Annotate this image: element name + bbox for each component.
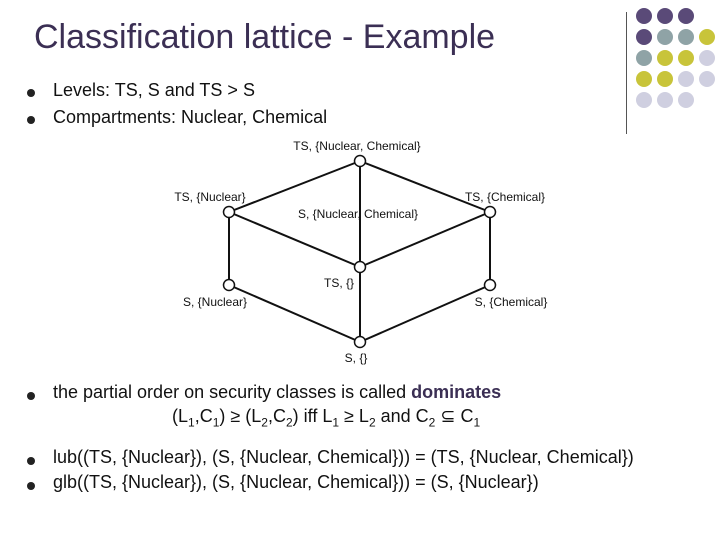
- lattice-node-label: TS, {Nuclear, Chemical}: [293, 139, 421, 153]
- lattice-node: [485, 280, 496, 291]
- dominates-text: [53, 382, 501, 403]
- lattice-node-label: TS, {Chemical}: [464, 190, 546, 204]
- dominates-keyword: dominates: [411, 382, 502, 402]
- bullet-dot: [27, 392, 35, 400]
- lattice-node-label: S, {Nuclear, Chemical}: [297, 207, 419, 221]
- lattice-node: [355, 262, 366, 273]
- lub-text: lub((TS, {Nuclear}), (S, {Nuclear, Chemical})) = (TS, {Nuclear, Chemical}): [53, 447, 634, 467]
- dominates-formula: $(L_1,C_1) \ge (L_2,C_2)$ iff $L_1 \ge L_2$ and $C_2$ ⊆ $C_1$: [172, 406, 481, 430]
- lattice-node-label: S, {Nuclear}: [182, 295, 248, 309]
- dominates-prefix: the partial order on security classes is called: [53, 382, 412, 402]
- lattice-node-label: S, {Chemical}: [474, 295, 548, 309]
- lattice-edge: [360, 161, 490, 212]
- lattice-node: [485, 207, 496, 218]
- bullet-dot: [27, 457, 35, 465]
- lattice-node: [224, 207, 235, 218]
- page-title: Classification lattice - Example: [34, 18, 496, 56]
- lattice-edge: [360, 285, 490, 342]
- lattice-node-label: TS, {}: [323, 276, 355, 290]
- lattice-node: [355, 156, 366, 167]
- glb-text: glb((TS, {Nuclear}), (S, {Nuclear, Chemical})) = (S, {Nuclear}): [53, 472, 539, 492]
- lattice-edge: [229, 285, 360, 342]
- lattice-edge: [229, 161, 360, 212]
- lattice-node: [355, 337, 366, 348]
- lattice-node: [224, 280, 235, 291]
- lattice-node-label: TS, {Nuclear}: [174, 190, 246, 204]
- levels-text: Levels: TS, S and TS > S: [53, 80, 255, 100]
- bullet-dot: [27, 482, 35, 490]
- lattice-node-label: S, {}: [344, 351, 368, 365]
- compartments-text: Compartments: Nuclear, Chemical: [53, 107, 328, 127]
